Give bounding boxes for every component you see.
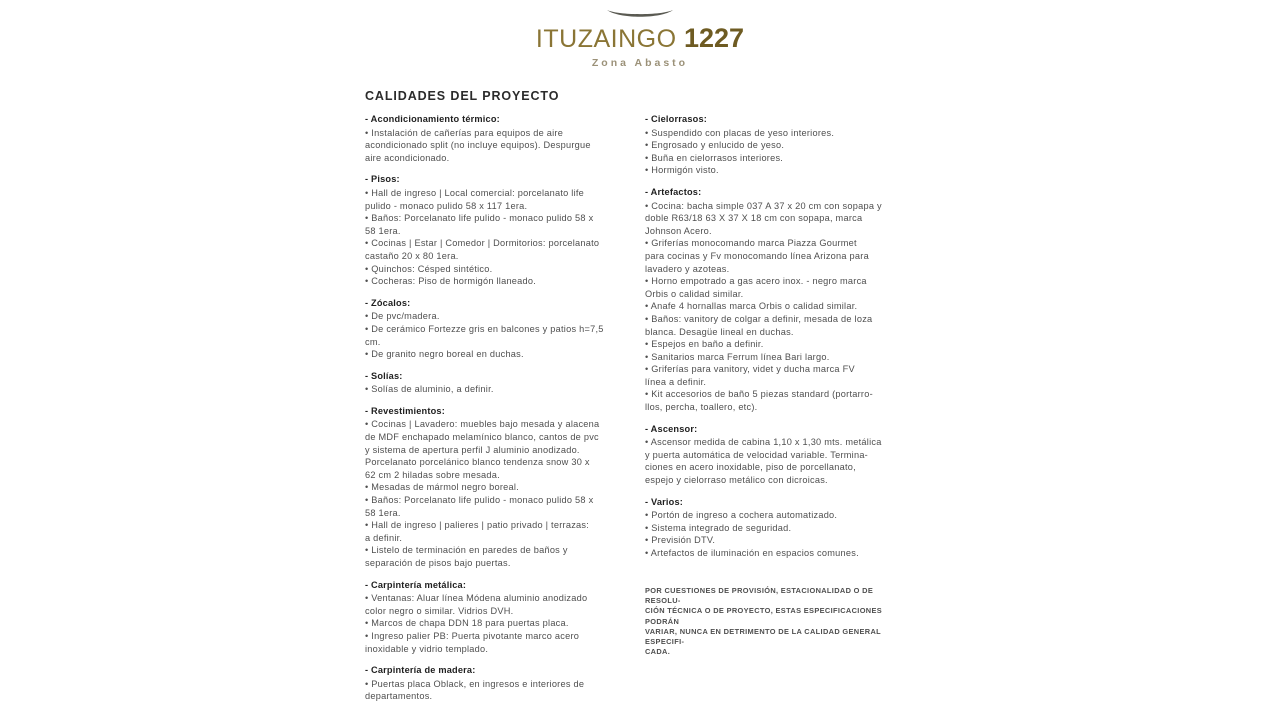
section-line: • Espejos en baño a definir. [645,339,764,350]
section-line: • Sistema integrado de seguridad. [645,522,792,533]
section-line: • Kit accesorios de baño 5 piezas standard (portarro- [645,389,873,400]
left-column [365,113,623,703]
section-line: color negro o similar. Vidrios DVH. [365,605,514,616]
section-line: • Marcos de chapa DDN 18 para puertas placa. [365,618,569,629]
section [365,405,623,570]
section-line: • Griferías monocomando marca Piazza Gourmet [645,238,857,249]
section-line: • Anafe 4 hornallas marca Orbis o calidad similar. [645,301,858,312]
section-line: 58 1era. [365,507,401,518]
section-heading: - Solías: [365,370,403,381]
section-line: • Baños: Porcelanato life pulido - monaco pulido 58 x [365,213,594,224]
section-line: Orbis o calidad similar. [645,288,744,299]
section-line: • Cocinas | Lavadero: muebles bajo mesada y alacena [365,419,600,430]
brand-logo [0,8,1280,69]
section-line: inoxidable y vidrio templado. [365,643,489,654]
brand-number: 1227 [683,23,745,53]
section-line: línea a definir. [645,376,707,387]
section-heading: - Acondicionamiento térmico: [365,114,500,124]
section-line: • Cocinas | Estar | Comedor | Dormitorios: porcelanato [365,238,600,249]
right-column [645,113,907,560]
section-line: • Horno empotrado a gas acero inox. - negro marca [645,276,867,287]
section [365,664,623,703]
section-line: ciones en acero inoxidable, piso de porcellanato, [645,462,856,473]
disclaimer-line: CIÓN TÉCNICA O DE PROYECTO, ESTAS ESPECIFICACIONES PODRÁN [645,606,883,626]
section-line: aire acondicionado. [365,152,450,163]
section-line: de MDF enchapado melamínico blanco, cantos de pvc [365,432,599,443]
section-line: • Sanitarios marca Ferrum línea Bari largo. [645,351,830,362]
brand-name-row [0,24,1280,54]
section-line: • Quinchos: Césped sintético. [365,263,493,274]
disclaimer-note [645,586,911,657]
section-line: doble R63/18 63 X 37 X 18 cm con sopapa, marca [645,213,863,224]
section [645,186,907,414]
section-line: • Listelo de terminación en paredes de baños y [365,545,568,556]
section-line: • Portón de ingreso a cochera automatizado. [645,510,838,521]
section-line: para cocinas y Fv monocomando línea Arizona para [645,250,869,261]
section [365,370,623,396]
section-line: separación de pisos bajo puertas. [365,558,511,568]
section-line: departamentos. [365,691,433,702]
section-line: Johnson Acero. [645,225,712,236]
section-line: pulido - monaco pulido 58 x 117 1era. [365,200,528,211]
section-line: • De granito negro boreal en duchas. [365,349,524,360]
section-heading: - Revestimientos: [365,405,445,416]
section [645,496,907,560]
section-line: cm. [365,336,381,347]
section-line: • Hall de ingreso | Local comercial: porcelanato life [365,187,585,198]
section-heading: - Cielorrasos: [645,114,708,124]
brand-name: ITUZAINGO [535,25,677,53]
section-line: llos, percha, toallero, etc). [645,402,758,413]
section-line: • Cocheras: Piso de hormigón llaneado. [365,276,537,287]
section [645,113,907,177]
section-line: acondicionado split (no incluye equipos). Despurgue [365,140,591,151]
section-heading: - Carpintería metálica: [365,579,467,590]
disclaimer-line: VARIAR, NUNCA EN DETRIMENTO DE LA CALIDAD GENERAL ESPECIFI- [645,626,881,647]
section-line: • Cocina: bacha simple 037 A 37 x 20 cm con sopapa y [645,200,882,211]
section [365,173,623,287]
section-line: • Ventanas: Aluar línea Módena aluminio anodizado [365,593,588,604]
section-heading: - Ascensor: [645,423,698,434]
section-line: 62 cm 2 hiladas sobre mesada. [365,469,500,480]
section [365,113,623,164]
section-line: • Suspendido con placas de yeso interiores. [645,127,835,138]
section-heading: - Carpintería de madera: [365,665,476,676]
section-line: y sistema de apertura perfil J aluminio anodizado. [365,444,580,455]
section-line: espejo y cielorraso metálico con dicroicas. [645,475,828,486]
section-line: castaño 20 x 80 1era. [365,250,459,261]
section [365,297,623,361]
section [365,579,623,656]
section-line: • Hall de ingreso | palieres | patio privado | terrazas: [365,520,590,531]
section-line: • Baños: Porcelanato life pulido - monaco pulido 58 x [365,495,594,506]
section-line: • Baños: vanitory de colgar a definir, mesada de loza [645,313,873,324]
section-line: • Artefactos de iluminación en espacios comunes. [645,548,859,558]
section-heading: - Pisos: [365,174,400,185]
section-heading: - Artefactos: [645,186,702,197]
section-line: • Previsión DTV. [645,535,716,546]
section-line: • De cerámico Fortezze gris en balcones y patios h=7,5 [365,323,604,334]
section-line: • Ingreso palier PB: Puerta pivotante marco acero [365,630,580,641]
section-line: • Mesadas de mármol negro boreal. [365,482,519,493]
disclaimer-line: POR CUESTIONES DE PROVISIÓN, ESTACIONALIDAD O DE RESOLU- [645,586,874,606]
disclaimer-line: CADA. [645,647,671,657]
section-line: • Solías de aluminio, a definir. [365,384,494,395]
section-line: • Puertas placa Oblack, en ingresos e interiores de [365,678,585,689]
section-line: • Hormigón visto. [645,165,719,176]
section-heading: - Varios: [645,496,684,507]
section-line: a definir. [365,532,403,543]
section-line: Porcelanato porcelánico blanco tendenza snow 30 x [365,457,590,468]
section-line: • Ascensor medida de cabina 1,10 x 1,30 mts. metálica [645,437,882,448]
section-line: • Engrosado y enlucido de yeso. [645,140,785,151]
section-line: • Instalación de cañerías para equipos de aire [365,127,564,138]
section-line: lavadero y azoteas. [645,263,730,274]
section-line: blanca. Desagüe lineal en duchas. [645,326,794,337]
section-heading: - Zócalos: [365,297,411,308]
swoosh-icon [605,8,675,22]
page-title: CALIDADES DEL PROYECTO [365,89,560,103]
section-line: y puerta automática de velocidad variable. Termina- [645,449,868,460]
section-line: • Buña en cielorrasos interiores. [645,152,784,163]
section-line: • De pvc/madera. [365,311,440,322]
section [645,423,907,487]
brand-subtitle: Zona Abasto [591,56,689,69]
section-line: 58 1era. [365,225,401,236]
section-line: • Griferías para vanitory, videt y ducha marca FV [645,364,855,375]
